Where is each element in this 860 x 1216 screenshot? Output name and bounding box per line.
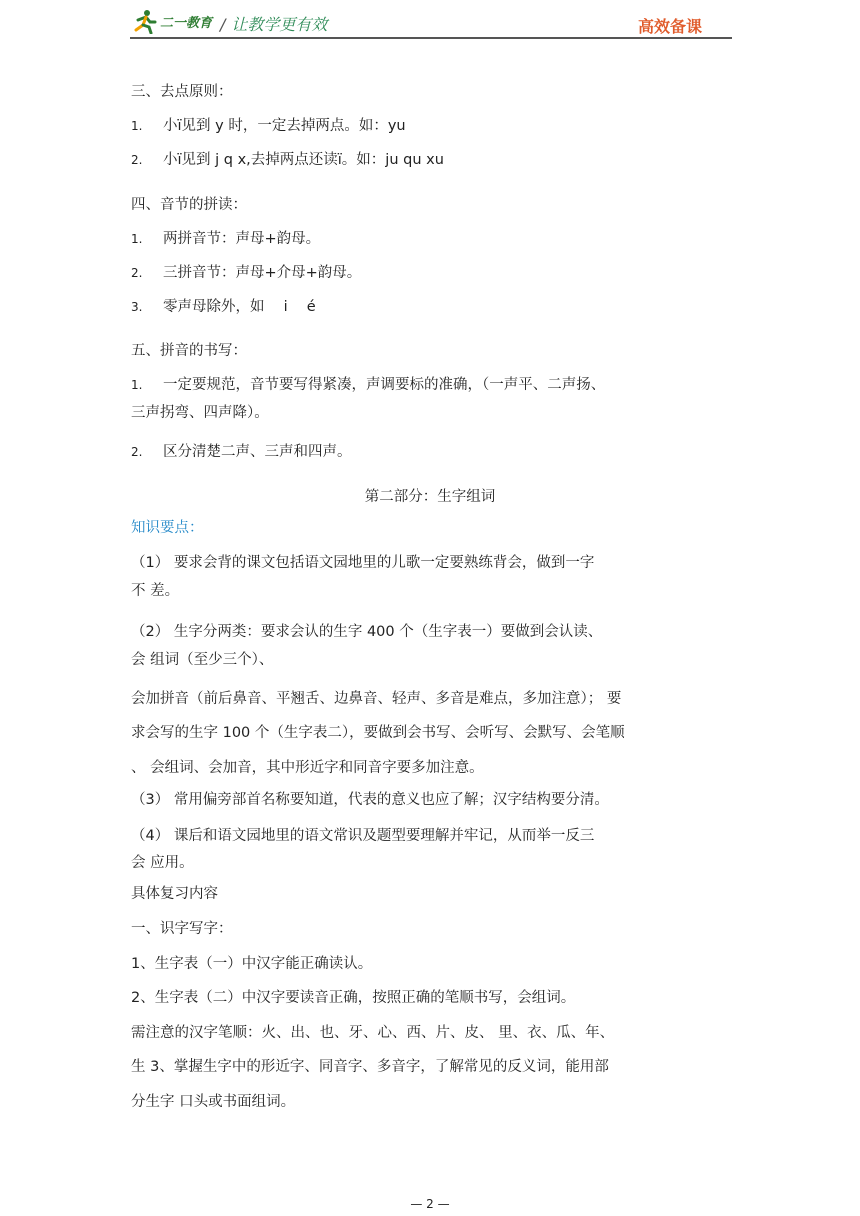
list-item: 2. 区分清楚二声、三声和四声。 [131,444,352,460]
paragraph: 会加拼音（前后鼻音、平翘舌、边鼻音、轻声、多音是难点，多加注意）； 要 [131,691,622,707]
paragraph: 生 3、掌握生字中的形近字、同音字、多音字，了解常见的反义词，能用部 [131,1059,609,1075]
page-number: — 2 — [410,1197,450,1211]
paragraph: （3） 常用偏旁部首名称要知道，代表的意义也应了解；汉字结构要分清。 [131,792,609,808]
paragraph: 会 应用。 [131,855,194,871]
logo-text: 二一教育 [160,15,213,31]
slogan-text: 让教学更有效 [231,15,328,34]
list-item-continued: 三声拐弯、四声降）。 [131,405,269,421]
paragraph: 、 会组词、会加音，其中形近字和同音字要多加注意。 [131,760,484,776]
header-divider [130,37,732,39]
list-item: 1. 两拼音节：声母+韵母。 [131,231,321,247]
paragraph: 1、生字表（一）中汉字能正确读认。 [131,956,373,972]
paragraph: （1） 要求会背的课文包括语文园地里的儿歌一定要熟练背会，做到一字 [131,555,595,571]
paragraph: 不 差。 [131,583,180,599]
logo [130,6,212,36]
list-item: 2. 三拼音节：声母+介母+韵母。 [131,265,362,281]
paragraph: 求会写的生字 100 个（生字表二），要做到会书写、会听写、会默写、会笔顺 [131,725,625,741]
paragraph: 分生字 口头或书面组词。 [131,1094,296,1110]
section-5-title: 五、拼音的书写： [131,343,247,359]
paragraph: 需注意的汉字笔顺：火、出、也、牙、心、西、片、皮、 里、衣、瓜、年、 [131,1025,615,1041]
divider-slash: / [220,15,226,34]
runner-icon [130,8,158,34]
paragraph: 会 组词（至少三个）、 [131,652,274,668]
subheading: 具体复习内容 [131,886,218,902]
subheading: 一、识字写字： [131,921,233,937]
section-3-title: 三、去点原则： [131,84,233,100]
paragraph: （2） 生字分两类：要求会认的生字 400 个（生字表一）要做到会认读、 [131,624,603,640]
list-item: 2. 小ï见到 j q x,去掉两点还读ï。如：ju qu xu [131,152,444,168]
paragraph: （4） 课后和语文园地里的语文常识及题型要理解并牢记，从而举一反三 [131,828,595,844]
paragraph: 2、生字表（二）中汉字要读音正确，按照正确的笔顺书写，会组词。 [131,990,576,1006]
list-item: 1. 小ï见到 y 时，一定去掉两点。如：yu [131,118,406,134]
list-item: 1. 一定要规范，音节要写得紧凑，声调要标的准确，（一声平、二声扬、 [131,377,606,393]
section-4-title: 四、音节的拼读： [131,197,247,213]
knowledge-heading: 知识要点： [131,520,204,536]
list-item: 3. 零声母除外，如 i é [131,299,316,315]
part-title: 第二部分：生字组词 [364,489,496,505]
header-brand: 高效备课 [637,17,702,36]
page-header [130,6,732,38]
header-slogan [220,12,327,35]
